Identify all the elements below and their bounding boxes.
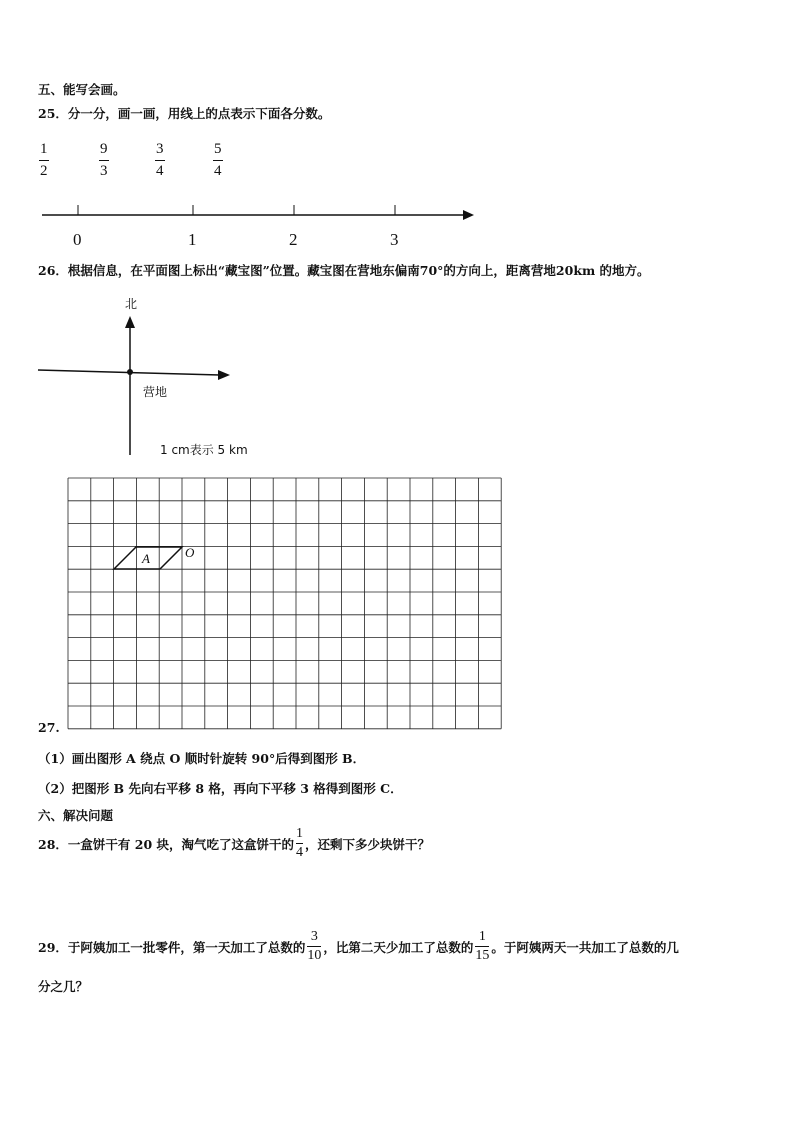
question-27-number: 27. (38, 720, 60, 735)
fraction-numerator: 1 (296, 826, 303, 841)
east-axis (38, 370, 220, 375)
question-29-fraction-2 (475, 930, 489, 963)
scale-label: 1 cm表示 5 km (160, 443, 248, 457)
fraction-numerator: 3 (310, 929, 318, 944)
question-28-text-before: 28．一盒饼干有 20 块，淘气吃了这盒饼干的 (38, 836, 294, 852)
tick-label-1: 1 (188, 230, 197, 249)
section-six-title: 六、解决问题 (38, 808, 114, 823)
camp-label: 营地 (143, 385, 168, 399)
grid-lines (68, 478, 501, 729)
tick-label-0: 0 (73, 230, 82, 249)
fraction-denominator: 4 (214, 163, 222, 179)
section-five-title: 五、能写会画。 (38, 82, 126, 97)
fraction-numerator: 9 (100, 141, 108, 157)
tick-label-2: 2 (289, 230, 298, 249)
question-29-line-2: 分之几？ (38, 979, 89, 994)
fraction-denominator: 4 (156, 163, 164, 179)
fraction-denominator: 10 (307, 948, 322, 963)
fraction-1-2 (39, 142, 49, 179)
tick-label-3: 3 (390, 230, 399, 249)
fraction-denominator: 4 (296, 845, 303, 860)
question-29-fraction-1 (307, 930, 321, 963)
question-28 (38, 827, 430, 860)
fraction-3-4 (155, 142, 165, 179)
question-28-fraction (296, 827, 303, 860)
fraction-numerator: 5 (214, 141, 222, 157)
number-line-arrow (463, 210, 474, 220)
fraction-denominator: 15 (475, 948, 490, 963)
question-26-text: 26．根据信息，在平面图上标出“藏宝图”位置。藏宝图在营地东偏南70°的方向上，距离营地20km 的地方。 (38, 263, 650, 278)
fraction-denominator: 2 (40, 163, 48, 179)
fraction-5-4 (213, 142, 223, 179)
question-29 (38, 930, 679, 963)
north-label: 北 (125, 297, 138, 311)
question-29-text-after: 。于阿姨两天一共加工了总数的几 (491, 939, 679, 955)
question-29-text-middle: ，比第二天少加工了总数的 (323, 939, 474, 955)
shape-a-label: A (142, 551, 150, 566)
question-29-text-before: 29．于阿姨加工一批零件，第一天加工了总数的 (38, 939, 306, 955)
fraction-numerator: 3 (156, 141, 164, 157)
camp-point (127, 369, 133, 375)
question-25-text: 25．分一分，画一画，用线上的点表示下面各分数。 (38, 106, 331, 121)
fraction-numerator: 1 (40, 141, 48, 157)
question-27-part-1: （1）画出图形 A 绕点 O 顺时针旋转 90°后得到图形 B． (38, 751, 366, 766)
question-28-text-after: ，还剩下多少块饼干？ (305, 836, 431, 852)
point-o-label: O (185, 545, 195, 560)
fraction-denominator: 3 (100, 163, 108, 179)
question-27-part-2: （2）把图形 B 先向右平移 8 格，再向下平移 3 格得到图形 C． (38, 781, 403, 796)
fraction-numerator: 1 (478, 929, 486, 944)
east-arrow (218, 370, 230, 380)
fraction-9-3 (99, 142, 109, 179)
north-arrow (125, 316, 135, 328)
